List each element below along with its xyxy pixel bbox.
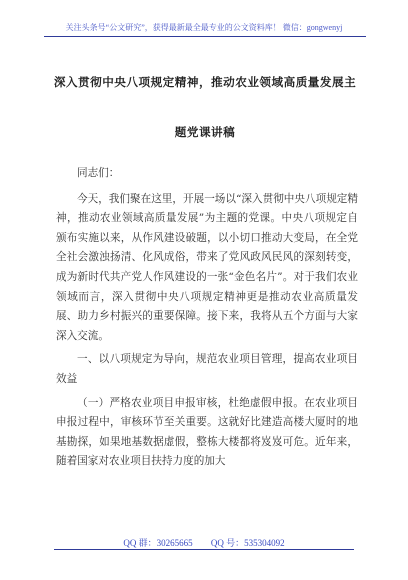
document-title-line-1: 深入贯彻中央八项规定精神，推动农业领域高质量发展主 bbox=[53, 75, 357, 89]
section-heading-1: 一、以八项规定为导向，规范农业项目管理，提高农业项目效益 bbox=[56, 353, 358, 385]
intro-paragraph: 今天，我们聚在这里，开展一场以“深入贯彻中央八项规定精神，推动农业领域高质量发展”为主题的党课。中央八项规定自颁布实施以来，从作风建设破题，以小切口推动大变局，在全党全社会激浊扬清、化风成俗，带来了党风政风民风的深刻转变，成为新时代共产党人作风建设的一张“金色名片”。对于我们农业领域而言，深入贯彻中央八项规定精神更是推动农业高质量发展、助力乡村振兴的重要保障。接下来，我将从五个方面与大家深入交流。 bbox=[56, 192, 358, 342]
footer-contact bbox=[0, 536, 408, 549]
document-body bbox=[56, 164, 358, 472]
subsection-paragraph-1: （一）严格农业项目申报审核，杜绝虚假申报。在农业项目申报过程中，审核环节至关重要。这就好比建造高楼大厦时的地基勘探，如果地基数据虚假，整栋大楼都将岌岌可危。近年来，随着国家对农业项目扶持力度的加大 bbox=[56, 396, 358, 468]
footer-qq-group: QQ 群：30265665 bbox=[123, 538, 193, 548]
header-divider bbox=[44, 36, 366, 37]
header-note: 关注头条号“公文研究”，获得最新最全最专业的公文资料库！ 微信：gongwenyj bbox=[65, 23, 343, 32]
footer-divider bbox=[54, 549, 354, 550]
salutation: 同志们： bbox=[77, 167, 120, 179]
footer-qq-number: QQ 号：535304092 bbox=[210, 538, 285, 548]
document-title-line-2: 题党课讲稿 bbox=[174, 125, 236, 139]
